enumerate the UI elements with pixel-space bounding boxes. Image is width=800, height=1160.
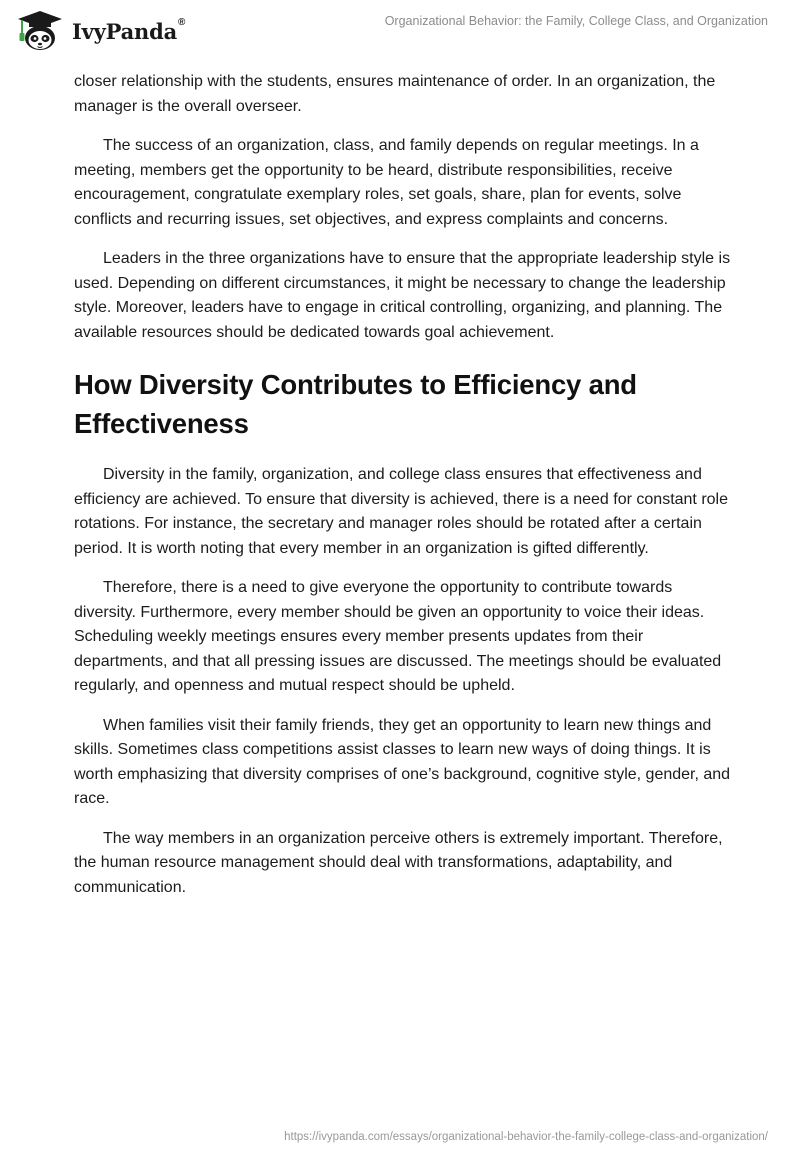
logo-wordmark: IvyPanda® [72,16,186,44]
paragraph: The way members in an organization perceive others is extremely important. Therefore, the human resource management should deal with transformations, adaptability, and communication. [74,829,723,896]
page-header [0,0,800,70]
paragraph-continued: closer relationship with the students, ensures maintenance of order. In an organization, the manager is the overall overseer. [74,73,716,115]
section-heading: How Diversity Contributes to Efficiency and Effectiveness [74,369,637,439]
paragraph: Diversity in the family, organization, and college class ensures that effectiveness and efficiency are achieved. To ensure that diversity is achieved, there is a need for constant role rotations. For instance, the secretary and manager roles should be rotated after a certain period. It is worth noting that every member in an organization is gifted differently. [74,466,728,557]
source-url[interactable]: https://ivypanda.com/essays/organizational-behavior-the-family-college-class-and-organization/ [284,1131,768,1143]
essay-body [74,70,734,915]
paragraph: The success of an organization, class, and family depends on regular meetings. In a meeting, members get the opportunity to be heard, distribute responsibilities, receive encouragement, congratulate exemplary roles, set goals, share, plan for events, solve conflicts and recurring issues, set objectives, and express complaints and concerns. [74,137,699,228]
registered-mark: ® [178,16,186,28]
paragraph: Therefore, there is a need to give everyone the opportunity to contribute towards diversity. Furthermore, every member should be given an opportunity to voice their ideas. Scheduling weekly meetings ensures every member presents updates from their departments, and that all pressing issues are discussed. The meetings should be evaluated regularly, and openness and mutual respect should be upheld. [74,579,722,694]
paragraph: Leaders in the three organizations have to ensure that the appropriate leadership style is used. Depending on different circumstances, it might be necessary to change the leadership style. Moreover, leaders have to engage in critical controlling, organizing, and planning. The available resources should be dedicated towards goal achievement. [74,250,731,341]
paragraph: When families visit their family friends, they get an opportunity to learn new things and skills. Sometimes class competitions assist classes to learn new ways of doing things. It is worth emphasizing that diversity comprises of one’s background, cognitive style, gender, and race. [74,716,731,807]
ivypanda-logo[interactable] [14,9,185,53]
document-title: Organizational Behavior: the Family, College Class, and Organization [384,14,768,28]
panda-graduate-icon [14,9,66,53]
